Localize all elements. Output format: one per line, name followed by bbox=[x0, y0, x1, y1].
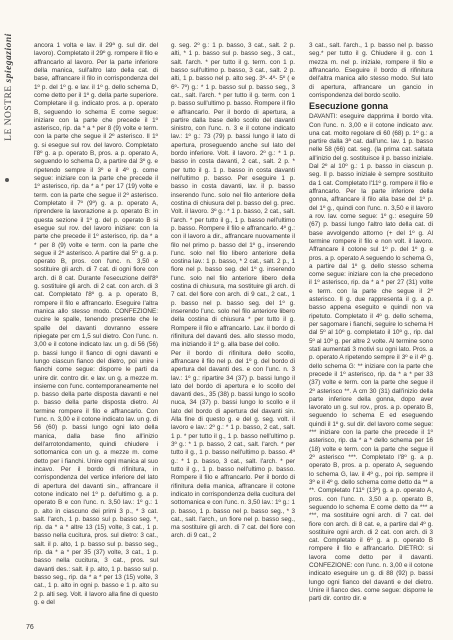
column-2-text-b: Per il bordo di rifinitura dello scollo, affrancare il filo nel p. del 1º g. del bordo di apertura del davanti des. e con l'unc. n. 3 lav.: 1º g.: ripartire 34 (37) p. bassi lungo il lato del bordo di apertura e lo scollo del davanti des., 35 (38) p. bassi lungo lo scollo nuca, 34 (37) p. bassi lungo lo scollo e il lato del bordo di apertura del davanti sin. Alla fine di questo g. e del g. seg. volt. il lavoro e lav.: 2º g.: * 1 p. basso, 2 cat., salt. 1 p. * per tutto il g., 1 p. basso nell'ultimo p. 3º g.: * 1 p. basso, 2 cat., salt. l'arch. * per tutto il g., 1 p. basso nell'ultimo p. basso. 4º g.: * 1 p. basso, 3 cat., salt. l'arch. * per tutto il g., 1 p. basso nell'ultimo p. basso. Rompere il filo e affrancarlo. Per il bordo di rifinitura della manica, affrancare il cotone indicato in corrispondenza della cucitura del sottomanica e con l'unc. n. 3,50 lav.: 1º g.: 1 p. basso, 1 p. basso nel p. basso seg., * 3 cat., salt. l'arch., un fiore nel p. basso seg., ma sostituire gli arch. di 7 cat. del fiore con arch. di 9 cat., 2 bbox=[171, 349, 295, 540]
bullet-icon bbox=[5, 178, 9, 182]
page-number: 76 bbox=[26, 624, 34, 631]
section-label bbox=[4, 12, 14, 162]
text-column-1 bbox=[34, 42, 158, 607]
section-label-plain: LE NOSTRE bbox=[4, 82, 14, 141]
column-3-text-a: 3 cat., salt. l'arch., 1 p. basso nel p. basso seg.* per tutto il g. Chiudere il g. con 1 mezza m. nel p. iniziale, rompere il filo e affrancarlo. Eseguire il bordo di rifinitura dell'altra manica allo stesso modo. Sul lato di apertura, affrancare un gancio in corrispondenza del bordo scollo. bbox=[309, 42, 433, 99]
column-2-text-a: g. seg. 2º g.: 1 p. basso, 3 cat., salt. 2 p. alti, * 1 p. basso sul p. basso seg., 3 cat., salt. l'arch. * per tutto il g. term. con 1 p. basso sull'ultimo p. basso, 3 cat., salt. 2 p. alti, 1 p. basso nel p. alto seg. 3º- 4º- 5º ( e 6º- 7º) g.: * 1 p. basso sul p. basso seg., 3 cat., salt. l'arch. * per tutto il g. term. con 1 p. basso sull'ultimo p. basso. Rompere il filo e affrancarlo. Per il bordo di apertura, a partire dalla base dello scollo del davanti sinistro, con l'unc. n. 3 e il cotone indicato lav.: 1º g.: 73 (79) p. bassi lungo il lato di apertura, proseguendo anche sul lato del bordo inferiore. Volt. il lavoro. 2º g.: * 1 p. basso in costa davanti, 2 cat., salt. 2 p. * per tutto il g. 1 p. basso in costa davanti nell'ultimo p. basso. Per eseguire 1 p. basso in costa davanti, lav. il p. basso inserendo l'unc. solo nel filo anteriore della costina di chiusura del p. basso del g. prec. Volt. il lavoro. 3º g.: * 1 p. basso, 2 cat., salt. l'arch. * per tutto il g., 1 p. basso nell'ultimo p. basso. Rompere il filo e affrancarlo. 4º g.: con il lavoro a dir., affrancare nuovamente il filo nel primo p. basso del 1º g., inserendo l'unc. solo nel filo libero anteriore della costina lav.: 1 p. basso, * 2 cat., salt. 2 p., 1 fiore nel p. basso seg. del 1º g. inserendo l'unc. solo nel filo anteriore libero della costina di chiusura, ma sostituire gli arch. di 7 cat. del fiore con arch. di 9 cat., 2 cat., 1 p. basso nel p. basso seg. del 1º g. inserendo l'unc. solo nel filo anteriore libero della costina di chiusura * per tutto il g. Rompere il filo e affrancarlo. Lav. il bordo di rifinitura del davanti des. allo stesso modo, ma iniziando il 1º g. alla base del collo. bbox=[171, 42, 295, 349]
section-heading: Esecuzione gonna bbox=[309, 101, 389, 112]
section-label-italic: spiegazioni bbox=[4, 33, 14, 83]
column-1-text: ancora 1 volta e lav. il 29ª g. sul dir. del lavoro). Completato il 29º g. rompere il filo e affrancarlo al lavoro. Per la parte inferiore della manica, sull'altro lato della cat. di base, affrancare il filo in corrispondenza del 1º p. del 1º g. e lav. il 1º g. dello schema D, come detto per il 1º g. della parte superiore. Completare il g. indicato pros. a p. operato B, seguendo lo schema E come segue: iniziare con la parte che precede il 1º asterisco, rip. da * a * per 8 (9) volte e term. con la parte che segue il 2º asterisco. Il 1º g. si esegue sul rov. del lavoro. Completato l'8º g. a p. operato B, pros. a p. operato A, seguendo lo schema D, a partire dal 3º g. e ripetendo sempre il 3º e il 4º g. come segue: iniziare con la parte che precede il 1º asterisco, rip. da * a * per 17 (19) volte e term. con la parte che segue il 2º asterisco. Completato il 7º (9º) g. a p. operato A, riprendere la lavorazione a p. operato B: in questa sezione il 1º g. del p. operato B si esegue sul rov. del lavoro iniziare: con la parte che precede il 1º asterisco, rip. da * a * per 8 (9) volte e term. con la parte che segue il 2º asterisco. A partire dal 5º g. a p. operato B, pros. con l'unc. n. 3,50 e sostituire gli arch. di 7 cat. di ogni fiore con arch. di 8 cat. Durante l'esecuzione dell'8º g. sostituire gli arch. di 2 cat. con arch. di 3 cat. Completato l'8º g. a p. operato B, rompere il filo e affrancarlo. Eseguire l'altra manica allo stesso modo. CONFEZIONE: cucire le spalle, tenendo presente che le spalle del davanti dovranno essere ripiegate per cm 1,5 sul dietro. Con l'unc. n. 3,00 e il cotone indicato lav. un g. di 56 (56) p. bassi lungo il fianco di ogni davanti e lungo ciascun fianco del dietro, poi unire i fianchi come segue: disporre le parti da unire dir. contro dir. e lav. un g. a mezze m. insieme con l'unc. contemporaneamente nel p. basso della parte disposta davanti e nel p. basso della parte disposta dietro. Al termine rompere il filo e affrancarlo. Con l'unc. n. 3,00 e il cotone indicato lav. un g. di 56 (60) p. bassi lungo ogni lato della manica, dalla base fino all'inizio dell'arrotondamento, quindi chiudere i sottomanica con un g. a mezze m. come detto per i fianchi. Unire ogni manica al suo incavo. Per il bordo di rifinitura, in corrispondenza del vertice inferiore del lato di apertura del davanti sin., affrancare il cotone indicato nel 1º p. del'ultimo g. a p. operato B e con l'unc. n. 3,50 lav.: 1º g.: 1 p. alto in ciascuno dei primi 3 p., * 3 cat. salt. l'arch., 1 p. basso sul p. basso seg. *, rip. da * a * altre 13 (15) volte, 3 cat., 1 p. basso nella cucitura, pros. sul dietro: 3 cat., salt. il p. alto, 1 p. basso sul p. basso seg., rip. da * a * per 35 (37) volte, 3 cat., 1 p. basso nella cucitura, 3 cat., pros. sul davanti des.: salt. il p. alto, 1 p. basso sul p. basso seg., rip. da * a * per 13 (15) volte, 3 cat., 1 p. alto in ogni p. basso e 1 p. alto su 2 p. alti seg. Volt. il lavoro alla fine di questo g. e del bbox=[34, 42, 158, 606]
column-3-text-b: DAVANTI: eseguire dapprima il bordo vita. Con l'unc. n. 3,00 e il cotone indicato avv. una cat. molto regolare di 60 (68) p. 1º g.: a partire dalla 3ª cat. dall'unc. lav. 1 p. basso nelle 58 (66) cat. seg. (la prima cat. saltata all'inizio del g. sostituisce il p. basso iniziale. Dal 2º al 10º g.: 1 p. basso in ciascun p. seg. Il p. basso iniziale è sempre sostituito da 1 cat. Completato l'11º g. rompere il filo e affrancarlo. Per la parte inferiore della gonna, affrancare il filo alla base del 1º p. del 1º g., quindi con l'unc. n. 3,50 e il lavoro a rov. lav. come segue: 1º g.: eseguire 59 (67) p. bassi lungo l'altro lato della cat. di base avvolgendo attorno (+ del 1º g. Al termine rompere il filo e non volt. il lavoro. Affrancare il cotone sul 1º p. del 1º g. e pros. a p. operato A seguendo lo schema G, a partire dal 1º g. dello stesso schema come segue: iniziare con la che precedono il 1º asterisco, rip. da * a * per 27 (31) volte e term. con la parte che segue il 2º asterisco. Il g. due rappresenta il g. a p. basso appena eseguito e quindi non va ripetuto. Completato il 4º g. dello schema, per sagomare i fianchi, seguire lo schema H dal 5º al 10º g. completato il 10º g., rip. dal 5º al 10º g. per altre 2 volte. Al termine sono stati aumentati 3 motivi su ogni lato. Pros. a p. operato A ripetendo sempre il 3º e il 4º g. dello schema G: ** iniziare con la parte che precede il 1º asterisco, rip. da * a * per 33 (37) volte e term. con la parte che segue il 2º asterisco **. A cm 30 (31) dall'inizio della parte inferiore della gonna, dopo aver lavorato un g. sul rov., pros. a p. operato B, seguendo lo schema E ed eseguendo quindi il 1º g. sul dir. del lavoro come segue: *** iniziare con la parte che precede il 1º asterisco, rip. da * a * dello schema per 16 (18) volte e term. con la parte che segue il 2º asterisco ***. Completato l'8º g. a p. operato B, pros. a p. operato A, seguendo lo schema G, lav. il 4º g., poi rip. sempre il 3º e il 4º g. dello schema come detto da ** a **. Completato l'11º (13º) g. a p. operato A, pros. con l'unc. n. 3,50 a p. operato B, seguendo lo schema E come detto da *** a ***, ma sostituire ogni arch. di 7 cat. del fiore con arch. di 8 cat. e, a partire dal 4º g. sostituire ogni arch. di 2 cat. con arch. di 3 cat. Completato il 6º g. a p. operato B rompere il filo e affrancarlo. DIETRO: si lavora come detto per il davanti. CONFEZIONE: con l'unc. n. 3,00 e il cotone indicato eseguire un g. di 88 (92) p. bassi lungo ogni fianco del davanti e del dietro. Unire il fianco des. come segue: disporre le parti dir. contro dir. e bbox=[309, 113, 434, 603]
sidebar bbox=[0, 0, 16, 640]
text-column-3 bbox=[309, 42, 433, 604]
text-column-2 bbox=[171, 42, 295, 541]
